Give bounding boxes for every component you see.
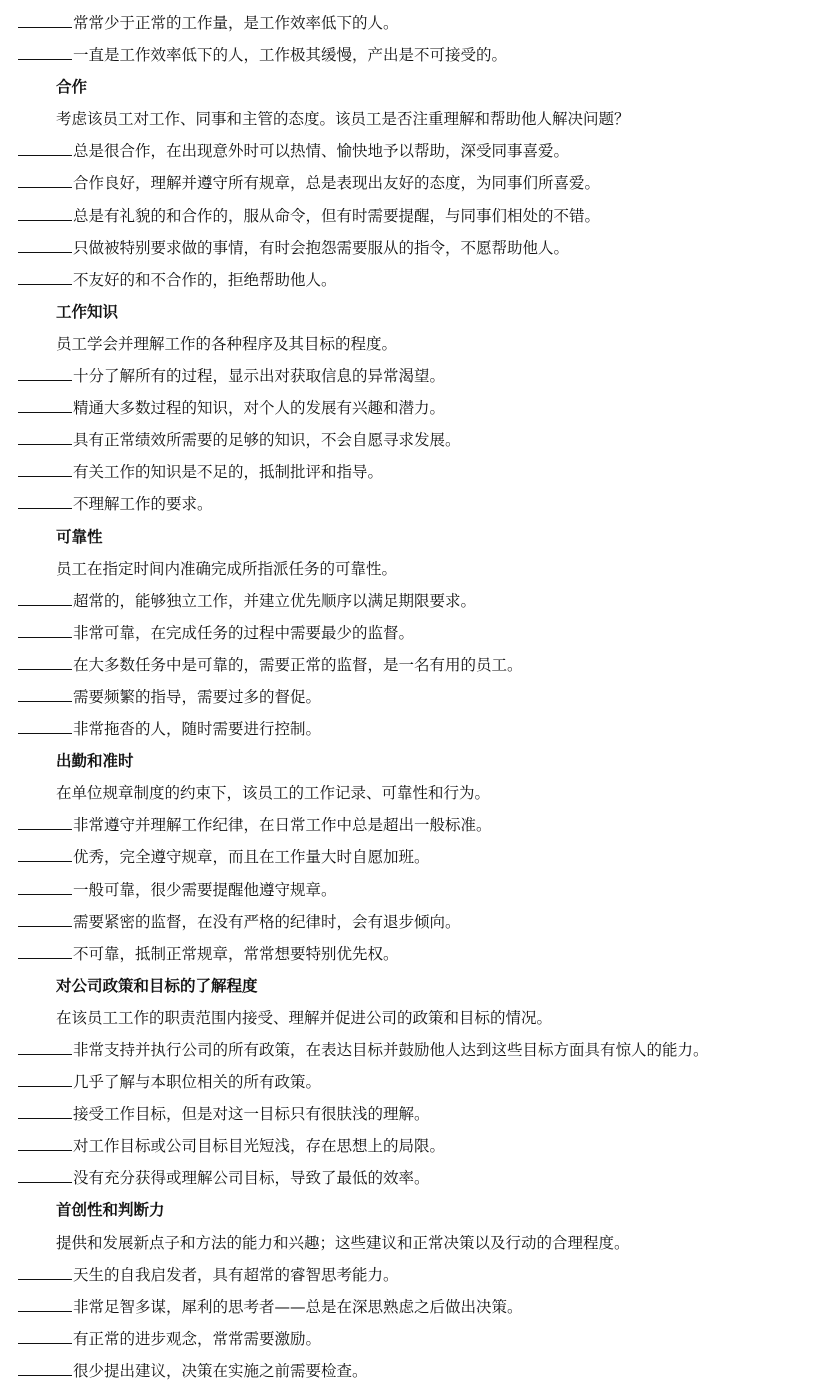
option-text: 不友好的和不合作的，拒绝帮助他人。 [73, 270, 337, 289]
rating-blank[interactable] [18, 1342, 72, 1344]
option-text: 合作良好，理解并遵守所有规章，总是表现出友好的态度，为同事们所喜爱。 [73, 174, 601, 193]
option-text: 常常少于正常的工作量，是工作效率低下的人。 [73, 14, 399, 32]
option-text: 只做被特别要求做的事情，有时会抱怨需要服从的指令，不愿帮助他人。 [73, 238, 570, 257]
rating-option [0, 585, 825, 617]
rating-option [0, 232, 825, 264]
option-text: 十分了解所有的过程，显示出对获取信息的异常渴望。 [73, 367, 446, 386]
rating-blank[interactable] [18, 957, 72, 959]
option-text: 在大多数任务中是可靠的，需要正常的监督，是一名有用的员工。 [73, 655, 523, 674]
rating-option [0, 360, 825, 392]
rating-option [0, 1259, 825, 1291]
rating-blank[interactable] [18, 700, 72, 702]
rating-blank[interactable] [18, 828, 72, 830]
section-description: 员工在指定时间内准确完成所指派任务的可靠性。 [56, 559, 398, 578]
option-text: 需要频繁的指导，需要过多的督促。 [73, 687, 322, 706]
rating-blank[interactable] [18, 475, 72, 477]
section-description: 员工学会并理解工作的各种程序及其目标的程度。 [56, 334, 398, 353]
option-text: 非常拖沓的人，随时需要进行控制。 [73, 720, 322, 739]
option-text: 优秀，完全遵守规章，而且在工作量大时自愿加班。 [73, 848, 430, 867]
option-text: 一般可靠，很少需要提醒他遵守规章。 [73, 880, 337, 899]
rating-blank[interactable] [18, 732, 72, 734]
section-title: 可靠性 [56, 526, 103, 546]
rating-blank[interactable] [18, 219, 72, 221]
option-text: 有关工作的知识是不足的，抵制批评和指导。 [73, 463, 384, 482]
rating-blank[interactable] [18, 283, 72, 285]
rating-blank[interactable] [18, 1181, 72, 1183]
section-title: 对公司政策和目标的了解程度 [56, 975, 258, 995]
rating-option [0, 681, 825, 713]
rating-option [0, 456, 825, 488]
rating-option [0, 392, 825, 424]
rating-option [0, 1355, 825, 1387]
option-text: 需要紧密的监督，在没有严格的纪律时，会有退步倾向。 [73, 912, 461, 931]
section-title: 首创性和判断力 [56, 1200, 165, 1220]
option-text: 接受工作目标，但是对这一目标只有很肤浅的理解。 [73, 1105, 430, 1124]
option-text: 对工作目标或公司目标目光短浅，存在思想上的局限。 [73, 1137, 446, 1156]
rating-blank[interactable] [18, 925, 72, 927]
section-description: 考虑该员工对工作、同事和主管的态度。该员工是否注重理解和帮助他人解决问题？ [56, 110, 630, 129]
rating-option [0, 938, 825, 970]
section-title: 工作知识 [56, 301, 119, 321]
rating-option [0, 135, 825, 167]
rating-blank[interactable] [18, 1053, 72, 1055]
option-text: 总是有礼貌的和合作的，服从命令，但有时需要提醒，与同事们相处的不错。 [73, 206, 601, 225]
rating-blank[interactable] [18, 668, 72, 670]
option-text: 具有正常绩效所需要的足够的知识，不会自愿寻求发展。 [73, 431, 461, 450]
option-text: 非常可靠，在完成任务的过程中需要最少的监督。 [73, 623, 415, 642]
rating-blank[interactable] [18, 1085, 72, 1087]
option-text: 总是很合作，在出现意外时可以热情、愉快地予以帮助，深受同事喜爱。 [73, 142, 570, 161]
rating-blank[interactable] [18, 58, 72, 60]
option-text: 天生的自我启发者，具有超常的睿智思考能力。 [73, 1265, 399, 1284]
rating-blank[interactable] [18, 1278, 72, 1280]
section-title: 合作 [56, 77, 88, 97]
rating-option [0, 1291, 825, 1323]
option-text: 精通大多数过程的知识，对个人的发展有兴趣和潜力。 [73, 399, 446, 418]
rating-blank[interactable] [18, 604, 72, 606]
rating-option [0, 874, 825, 906]
rating-option [0, 1130, 825, 1162]
rating-option [0, 1034, 825, 1066]
rating-blank[interactable] [18, 443, 72, 445]
appraisal-document [0, 7, 825, 1387]
section-description: 提供和发展新点子和方法的能力和兴趣；这些建议和正常决策以及行动的合理程度。 [56, 1233, 630, 1252]
rating-option [0, 7, 825, 39]
option-text: 非常支持并执行公司的所有政策，在表达目标并鼓励他人达到这些目标方面具有惊人的能力。 [73, 1041, 709, 1059]
rating-option [0, 1098, 825, 1130]
rating-blank[interactable] [18, 154, 72, 156]
rating-blank[interactable] [18, 860, 72, 862]
option-text: 很少提出建议，决策在实施之前需要检查。 [73, 1361, 368, 1380]
rating-blank[interactable] [18, 636, 72, 638]
rating-option [0, 617, 825, 649]
section-description: 在该员工工作的职责范围内接受、理解并促进公司的政策和目标的情况。 [56, 1008, 553, 1027]
rating-blank[interactable] [18, 893, 72, 895]
section-description: 在单位规章制度的约束下，该员工的工作记录、可靠性和行为。 [56, 784, 491, 803]
rating-blank[interactable] [18, 1374, 72, 1376]
option-text: 不理解工作的要求。 [73, 495, 213, 514]
rating-blank[interactable] [18, 379, 72, 381]
option-text: 不可靠，抵制正常规章，常常想要特别优先权。 [73, 944, 399, 963]
rating-option [0, 809, 825, 841]
option-text: 几乎了解与本职位相关的所有政策。 [73, 1073, 322, 1092]
rating-blank[interactable] [18, 1310, 72, 1312]
option-text: 有正常的进步观念，常常需要激励。 [73, 1329, 322, 1348]
rating-blank[interactable] [18, 411, 72, 413]
option-text: 没有充分获得或理解公司目标，导致了最低的效率。 [73, 1169, 430, 1188]
rating-option [0, 1066, 825, 1098]
rating-option [0, 200, 825, 232]
rating-blank[interactable] [18, 507, 72, 509]
rating-option [0, 1162, 825, 1194]
option-text: 一直是工作效率低下的人，工作极其缓慢，产出是不可接受的。 [73, 46, 508, 65]
rating-option [0, 841, 825, 873]
rating-blank[interactable] [18, 251, 72, 253]
option-text: 超常的，能够独立工作，并建立优先顺序以满足期限要求。 [73, 591, 477, 610]
rating-blank[interactable] [18, 186, 72, 188]
rating-option [0, 906, 825, 938]
rating-option [0, 264, 825, 296]
rating-option [0, 167, 825, 199]
option-text: 非常足智多谋，犀利的思考者——总是在深思熟虑之后做出决策。 [73, 1297, 523, 1316]
rating-option [0, 649, 825, 681]
option-text: 非常遵守并理解工作纪律，在日常工作中总是超出一般标准。 [73, 816, 492, 835]
rating-option [0, 488, 825, 520]
rating-option [0, 713, 825, 745]
rating-option [0, 39, 825, 71]
rating-option [0, 1323, 825, 1355]
section-title: 出勤和准时 [56, 751, 134, 771]
rating-blank[interactable] [18, 26, 72, 28]
rating-option [0, 424, 825, 456]
rating-blank[interactable] [18, 1117, 72, 1119]
rating-blank[interactable] [18, 1149, 72, 1151]
